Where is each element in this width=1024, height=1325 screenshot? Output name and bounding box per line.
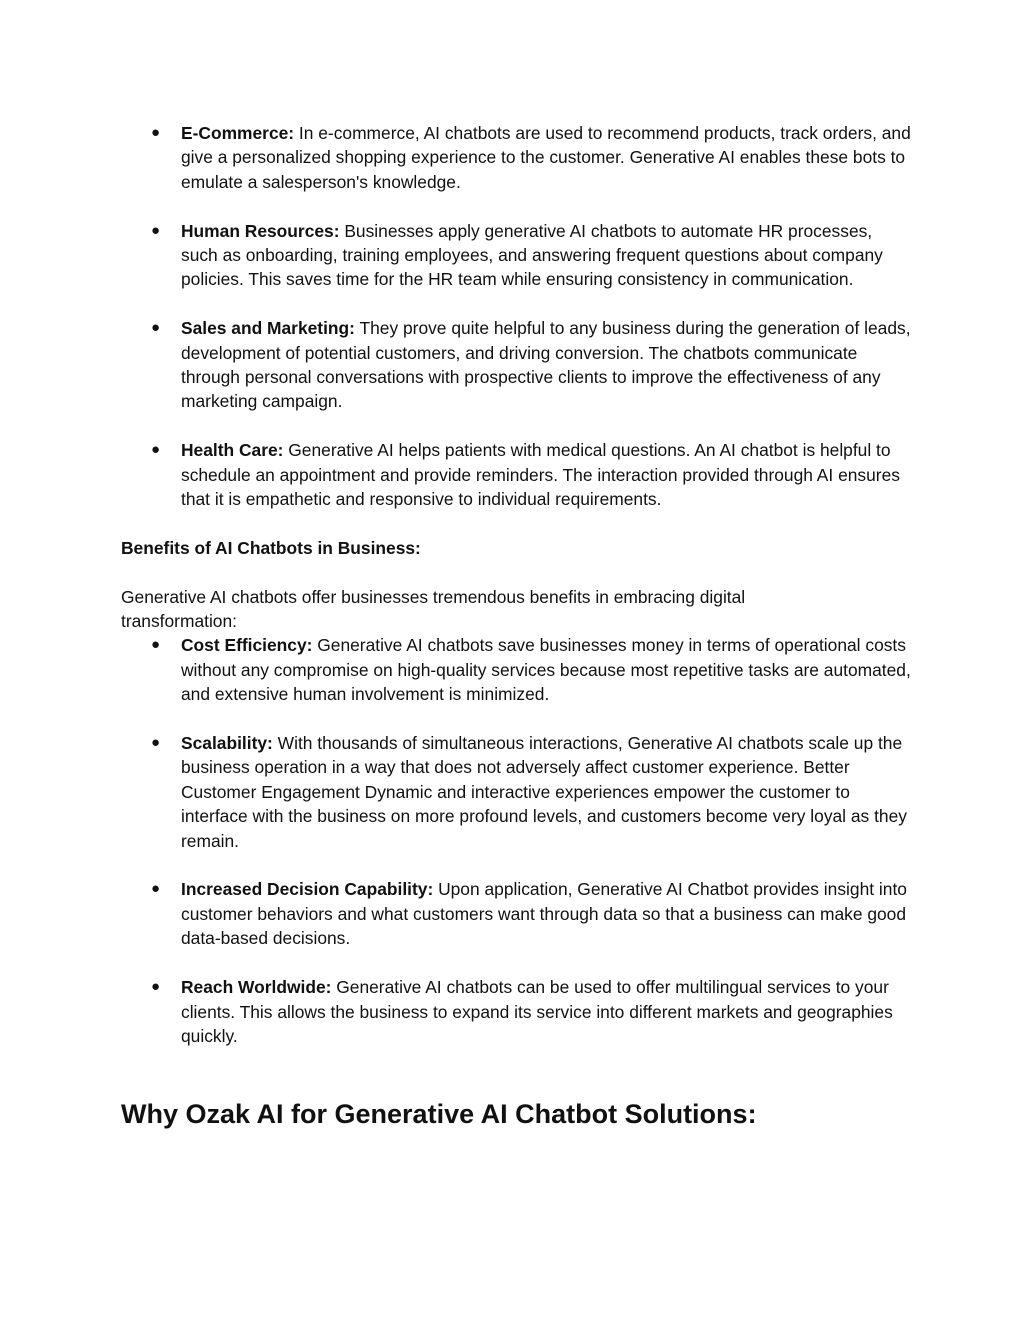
list-item-text: Upon application, Generative AI Chatbot provides insight into customer behaviors and what customers want through data so that a business can make good data-based decisions. [181,879,907,949]
list-item-text: Generative AI chatbots save businesses money in terms of operational costs without any compromise on high-quality services because most repetitive tasks are automated, and extensive human involvement is minimized. [181,635,911,705]
bullet-icon: ● [151,880,161,898]
benefits-intro: Generative AI chatbots offer businesses tremendous benefits in embracing digital transformation: [121,586,746,632]
list-item-decision-capability [121,877,911,950]
list-item-text: Generative AI chatbots can be used to offer multilingual services to your clients. This allows the business to expand its service into different markets and geographies quickly. [181,977,893,1046]
list-item-e-commerce [121,121,911,194]
bullet-icon: ● [151,319,161,337]
list-item-scalability [121,731,911,853]
list-item-label: Human Resources: [181,220,340,241]
list-item-health-care [121,438,911,511]
list-item-sales-marketing [121,316,911,414]
benefits-list [121,633,911,1048]
use-cases-list [121,121,911,511]
list-item-label: Increased Decision Capability: [181,879,434,900]
benefits-heading: Benefits of AI Chatbots in Business: [121,537,421,558]
list-item-human-resources [121,219,911,292]
list-item-label: Health Care: [181,440,284,461]
bullet-icon: ● [151,441,161,459]
list-item-text: With thousands of simultaneous interactions, Generative AI chatbots scale up the business operation in a way that does not adversely affect customer experience. Better Customer Engagement Dynamic and interactive experiences empower the customer to interface with the business on more profound levels, and customers become very loyal as they remain. [181,733,907,851]
bullet-icon: ● [151,636,161,654]
list-item-label: Cost Efficiency: [181,635,313,656]
list-item-text: Businesses apply generative AI chatbots to automate HR processes, such as onboarding, training employees, and answering frequent questions about company policies. This saves time for the HR team while ensuring consistency in communication. [181,220,883,290]
list-item-cost-efficiency [121,633,911,706]
why-ozak-heading: Why Ozak AI for Generative AI Chatbot Solutions: [121,1099,757,1130]
bullet-icon: ● [151,978,161,996]
bullet-icon: ● [151,221,161,239]
list-item-label: E-Commerce: [181,123,295,143]
list-item-text: Generative AI helps patients with medical questions. An AI chatbot is helpful to schedule an appointment and provide reminders. The interaction provided through AI ensures that it is empathetic and responsive to individual requirements. [181,440,900,510]
bullet-icon: ● [151,124,161,141]
list-item-label: Scalability: [181,733,273,754]
list-item-reach-worldwide [121,975,911,1048]
list-item-label: Reach Worldwide: [181,977,332,998]
list-item-text: In e-commerce, AI chatbots are used to recommend products, track orders, and give a personalized shopping experience to the customer. Generative AI enables these bots to emulate a salesperson's knowledge. [181,123,911,192]
document-content [121,121,911,1131]
bullet-icon: ● [151,734,161,752]
list-item-label: Sales and Marketing: [181,318,355,339]
list-item-text: They prove quite helpful to any business during the generation of leads, development of potential customers, and driving conversion. The chatbots communicate through personal conversations with prospective clients to improve the effectiveness of any marketing campaign. [181,318,911,412]
